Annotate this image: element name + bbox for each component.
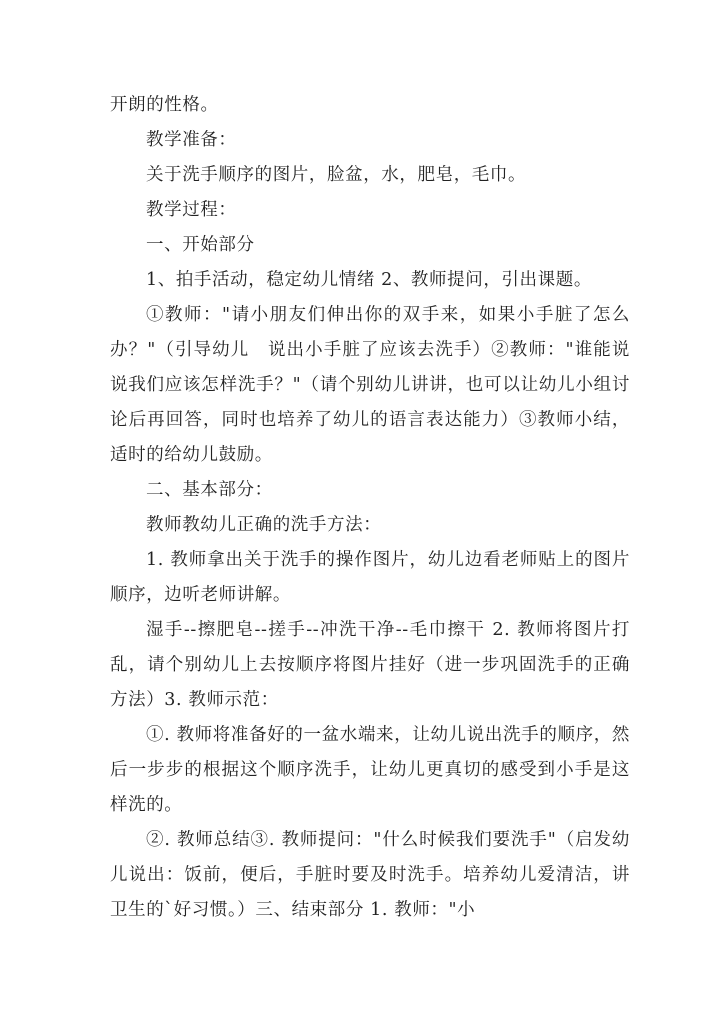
paragraph-summary-and-closing: ②. 教师总结③. 教师提问："什么时候我们要洗手"（启发幼儿说出：饭前，便后，手脏时要及时洗手。培养幼儿爱清洁，讲卫生的`好习惯。）三、结束部分 1. 教师："小 [110,830,630,920]
paragraph-part-two-heading: 二、基本部分： [146,480,273,500]
paragraph-teaching-prep-heading: 教学准备： [146,130,237,150]
document-body [110,88,630,928]
paragraph-continuation: 开朗的性格。 [110,95,219,115]
paragraph-clapping-activity: 1、拍手活动，稳定幼儿情绪 2、教师提问，引出课题。 [146,270,592,290]
paragraph-teaching-materials: 关于洗手顺序的图片，脸盆，水，肥皂，毛巾。 [146,165,527,185]
paragraph-step-one-pictures: 1. 教师拿出关于洗手的操作图片，幼儿边看老师贴上的图片顺序，边听老师讲解。 [110,550,630,605]
paragraph-teaching-process-heading: 教学过程： [146,200,237,220]
paragraph-part-one-heading: 一、开始部分 [146,235,255,255]
paragraph-handwashing-method: 教师教幼儿正确的洗手方法： [146,515,382,535]
paragraph-handwashing-sequence: 湿手--擦肥皂--搓手--冲洗干净--毛巾擦干 2. 教师将图片打乱，请个别幼儿上去按顺序将图片挂好（进一步巩固洗手的正确方法）3. 教师示范： [110,620,630,710]
paragraph-teacher-questions: ①教师："请小朋友们伸出你的双手来，如果小手脏了怎么办？"（引导幼儿 说出小手脏了应该去洗手）②教师："谁能说说我们应该怎样洗手？"（请个别幼儿讲讲，也可以让幼儿小组讨论后再回答，同时也培养了幼儿的语言表达能力）③教师小结，适时的给幼儿鼓励。 [110,305,630,465]
paragraph-teacher-demo: ①. 教师将准备好的一盆水端来，让幼儿说出洗手的顺序，然后一步步的根据这个顺序洗手，让幼儿更真切的感受到小手是这样洗的。 [110,725,630,815]
